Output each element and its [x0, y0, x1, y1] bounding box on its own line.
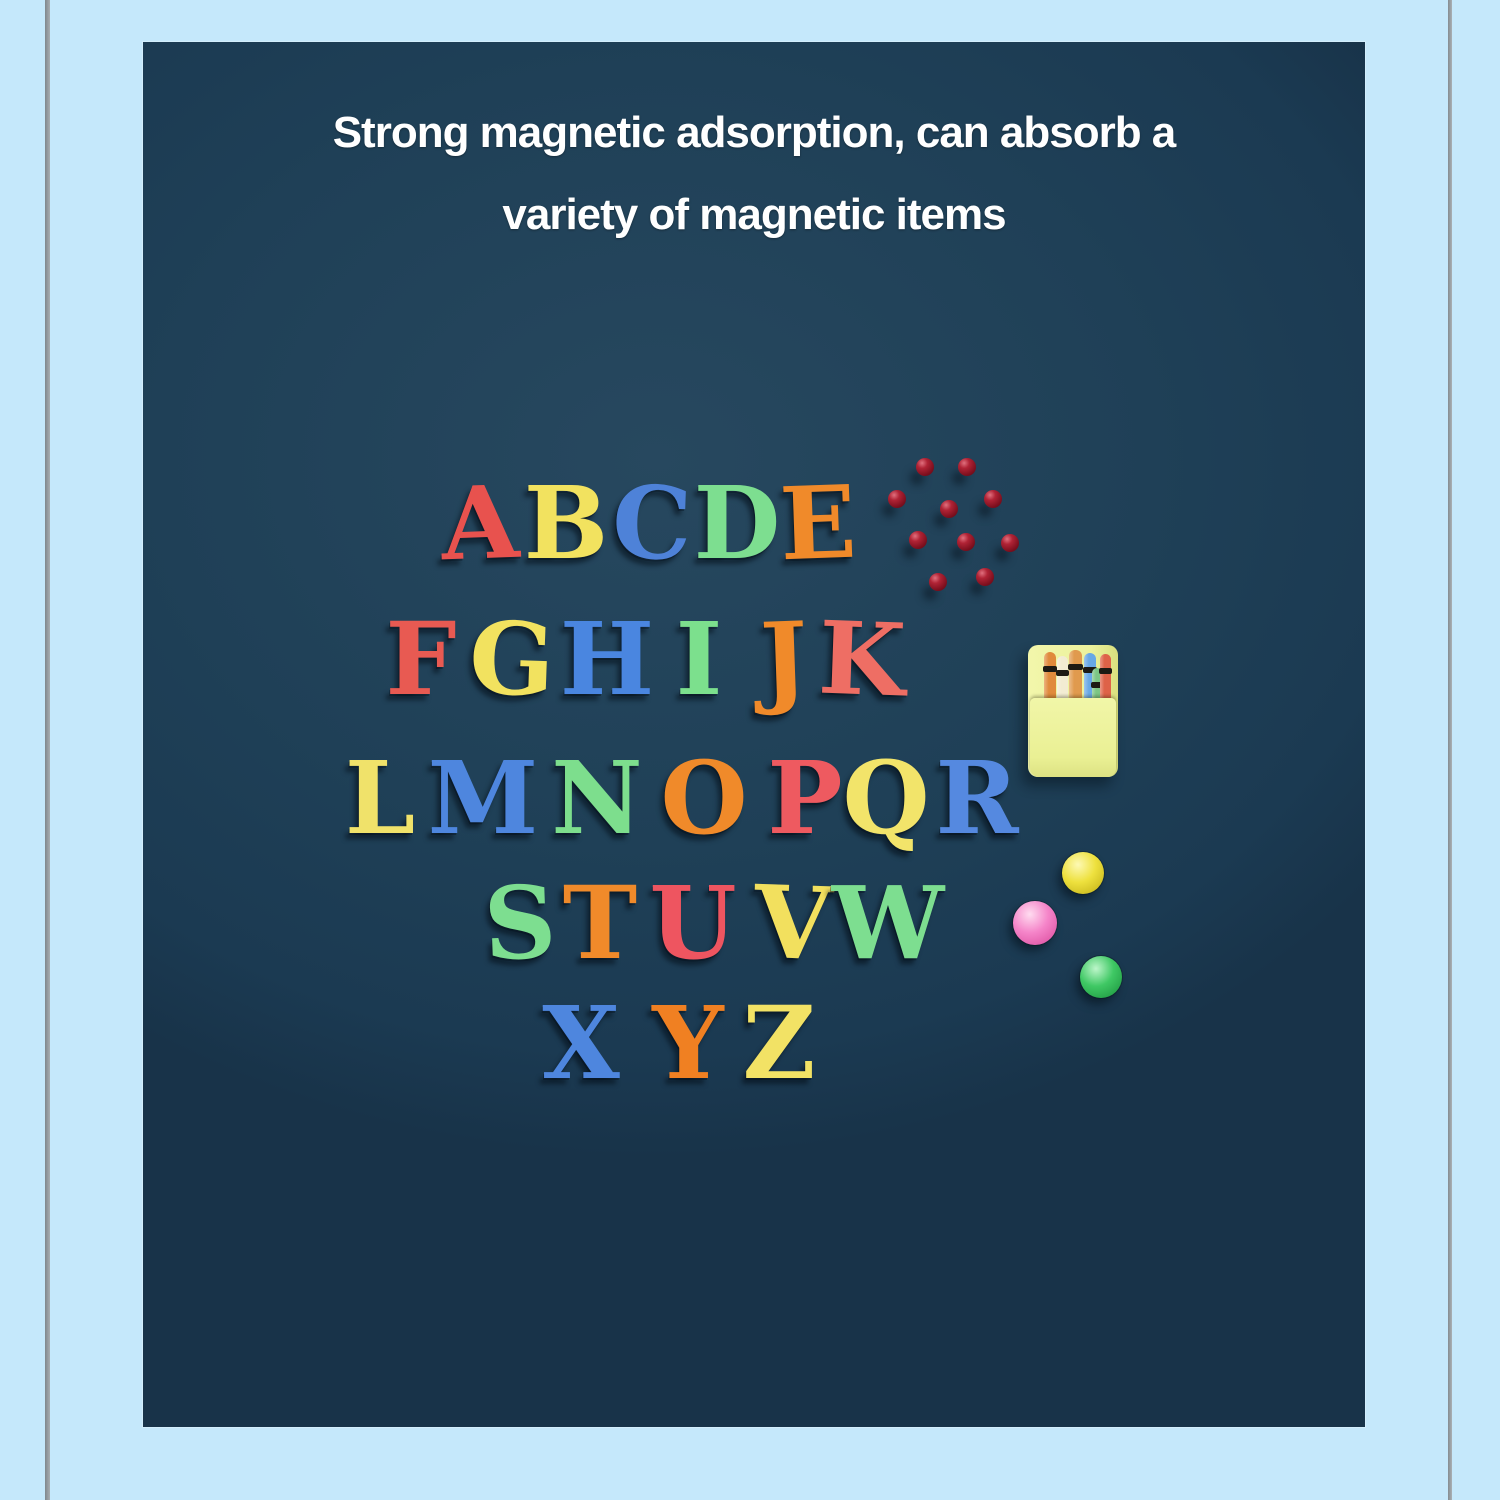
crayon [1044, 652, 1056, 704]
push-pin [1001, 534, 1019, 552]
letter-magnet-w: W [831, 864, 945, 982]
letter-magnet-d: D [693, 464, 781, 582]
push-pin [984, 490, 1002, 508]
crayon-band [1056, 670, 1069, 676]
push-pin [957, 533, 975, 551]
letter-magnet-n: N [551, 739, 643, 857]
letter-magnet-z: Z [742, 984, 816, 1102]
letter-magnet-v: V [752, 862, 834, 984]
letter-magnet-a: A [439, 462, 521, 584]
heading-line-1: Strong magnetic adsorption, can absorb a [332, 108, 1176, 157]
letter-magnet-f: F [385, 600, 457, 718]
crayon-band [1043, 666, 1057, 672]
letter-magnet-c: C [610, 462, 694, 584]
letter-magnet-i: I [675, 600, 723, 718]
push-pin [909, 531, 927, 549]
letter-magnet-k: K [816, 598, 908, 720]
letter-magnet-x: X [542, 984, 620, 1102]
push-pin [976, 568, 994, 586]
yellow-magnet-dot [1062, 852, 1104, 894]
heading-line-2: variety of magnetic items [502, 190, 1006, 239]
letter-magnet-e: E [777, 462, 859, 584]
crayon-band [1099, 668, 1112, 674]
letter-magnet-g: G [467, 598, 557, 720]
crayon-band [1068, 664, 1083, 670]
crayon [1057, 656, 1068, 704]
crayon [1069, 650, 1082, 704]
crayon [1100, 654, 1111, 704]
letter-magnet-q: Q [842, 739, 930, 857]
letter-magnet-l: L [344, 739, 416, 857]
letter-magnet-m: M [427, 739, 539, 857]
letter-magnet-r: R [935, 739, 1019, 857]
letter-magnet-b: B [523, 464, 609, 582]
push-pin [888, 490, 906, 508]
green-magnet-dot [1080, 956, 1122, 998]
letter-magnet-u: U [649, 864, 737, 982]
letter-magnet-y: Y [652, 984, 724, 1102]
letter-magnet-h: H [559, 600, 655, 718]
letter-magnet-s: S [481, 862, 559, 984]
push-pin [940, 500, 958, 518]
push-pin [929, 573, 947, 591]
letter-magnet-t: T [562, 864, 638, 982]
push-pin [916, 458, 934, 476]
crayon-box-front-panel [1030, 698, 1116, 777]
push-pin [958, 458, 976, 476]
pink-magnet-dot [1013, 901, 1057, 945]
letter-magnet-o: O [660, 739, 748, 857]
letter-magnet-p: P [767, 739, 843, 857]
letter-magnet-j: J [758, 599, 810, 719]
